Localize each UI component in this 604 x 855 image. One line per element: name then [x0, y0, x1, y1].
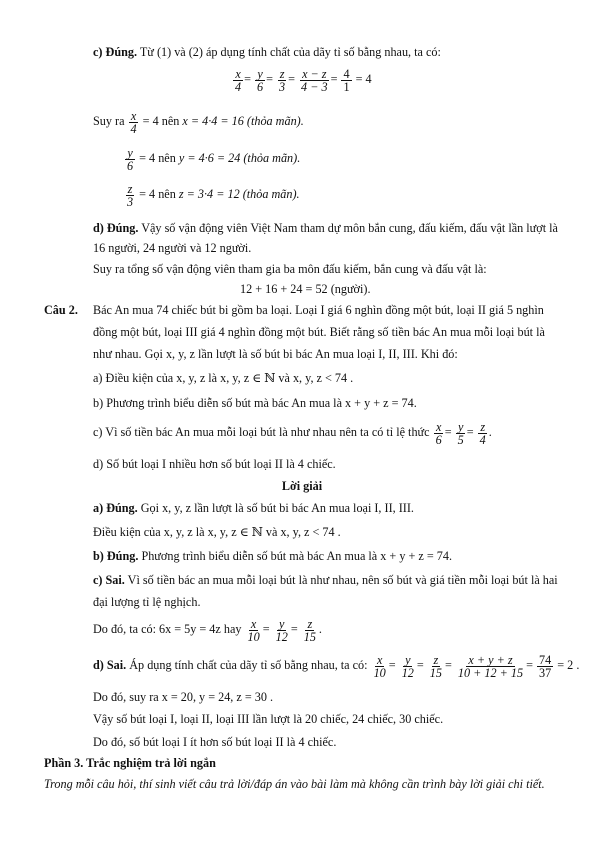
lg-c-text: Vì số tiền bác an mua mỗi loại bút là như nhau, nên số bút và giá tiền mỗi loại bút là hai — [124, 573, 558, 587]
cau2-p1: Bác An mua 74 chiếc bút bi gồm ba loại. Loại I giá 6 nghìn đồng một bút, loại II giá 5 nghìn — [93, 303, 544, 317]
cau2-option-b: b) Phương trình biểu diễn số bút mà bác An mua là x + y + z = 74. — [93, 396, 417, 410]
fraction: $\frac{z}{4}$ — [479, 419, 486, 447]
d-dung-text: Vậy số vận động viên Việt Nam tham dự môn bắn cung, đấu kiếm, đấu vật lần lượt là — [138, 221, 558, 235]
fraction: $\frac{z}{3}$ — [279, 66, 286, 94]
fraction: $\frac{x}{10}$ — [373, 652, 386, 680]
lg-a-line — [93, 500, 414, 516]
fraction: $\frac{y}{12}$ — [275, 616, 288, 644]
fraction: $\frac{x - z}{4 - 3}$ — [301, 66, 328, 94]
ratio-chain-equation: $\frac{x}{4}$ = $\frac{y}{6}$ = $\frac{z}{3}$ = $\frac{x - z}{4 - 3}$ = $\frac{4}{1}$ = 4 — [235, 66, 372, 94]
lg-d-label: d) Sai. — [93, 658, 127, 672]
lg-d-r3: Do đó, số bút loại I ít hơn số bút loại II là 4 chiếc. — [93, 735, 337, 749]
fraction: $\frac{y}{5}$ — [457, 419, 464, 447]
fraction: $\frac{x}{10}$ — [247, 616, 260, 644]
d-dung-text3: Suy ra tổng số vận động viên tham gia ba môn đấu kiếm, bắn cung và đấu vật là: — [93, 262, 487, 276]
lg-d-r2: Vậy số bút loại I, loại II, loại III lần lượt là 20 chiếc, 24 chiếc, 30 chiếc. — [93, 712, 444, 726]
equals-four: = 4 — [139, 187, 156, 201]
c-dung-line — [93, 44, 441, 60]
c-dung-text: Từ (1) và (2) áp dụng tính chất của dãy tỉ số bằng nhau, ta có: — [137, 45, 441, 59]
nen-text: nên — [158, 151, 176, 165]
lg-c-do-text: Do đó, ta có: 6x = 5y = 4z hay — [93, 622, 242, 636]
loi-giai-heading: Lời giải — [281, 479, 323, 493]
result-z: z = 3·4 = 12 (thỏa mãn). — [178, 187, 300, 201]
lg-d-r1: Do đó, suy ra x = 20, y = 24, z = 30 . — [93, 690, 274, 704]
fraction: $\frac{z}{3}$ — [127, 181, 134, 209]
nen-text: nên — [161, 114, 180, 128]
fraction: $\frac{y}{6}$ — [127, 145, 134, 173]
cau2-p3: như nhau. Gọi x, y, z lần lượt là số bút bi bác An mua loại I, II, III. Khi đó: — [93, 347, 458, 361]
fraction: $\frac{74}{37}$ — [539, 652, 552, 680]
lg-b-label: b) Đúng. — [93, 549, 139, 563]
phan3-instructions: Trong mỗi câu hỏi, thí sinh viết câu trả lời/đáp án vào bài làm mà không cần trình bày lời giải chi tiết. — [44, 777, 545, 791]
result-z-line — [124, 181, 300, 208]
fraction: $\frac{x}{6}$ — [435, 419, 442, 447]
fraction: $\frac{y}{6}$ — [257, 66, 264, 94]
lg-c-equation: Do đó, ta có: 6x = 5y = 4z hay $\frac{x}{10}$ = $\frac{y}{12}$ = $\frac{z}{15}$ . — [93, 616, 322, 644]
result-y: y = 4·6 = 24 (thỏa mãn). — [178, 151, 301, 165]
fraction: $\frac{z}{15}$ — [429, 652, 442, 680]
c-dung-label: c) Đúng. — [93, 45, 138, 59]
lg-a-text: Gọi x, y, z lần lượt là số bút bi bác An mua loại I, II, III. — [137, 501, 414, 515]
fraction: $\frac{4}{1}$ — [343, 66, 350, 94]
equation-result: = 4 — [355, 72, 372, 86]
lg-c-label: c) Sai. — [93, 573, 125, 587]
fraction: $\frac{x}{4}$ — [130, 108, 137, 136]
d-dung-label: d) Đúng. — [93, 221, 139, 235]
result-x-line — [93, 108, 304, 135]
suy-ra-text: Suy ra — [93, 114, 125, 128]
fraction: $\frac{x + y + z}{10 + 12 + 15}$ — [457, 652, 524, 680]
equals-four: = 4 — [142, 114, 159, 128]
lg-a-label: a) Đúng. — [93, 501, 138, 515]
result-y-line — [124, 145, 300, 172]
nen-text: nên — [158, 187, 176, 201]
lg-b-line — [93, 548, 452, 564]
lg-a-condition: Điều kiện của x, y, z là x, y, z ∈ ℕ và x, y, z < 74 . — [93, 525, 341, 539]
d-dung-text2: 16 người, 24 người và 12 người. — [93, 241, 252, 255]
option-c-text: c) Vì số tiền bác An mua mỗi loại bút là như nhau nên ta có tỉ lệ thức — [93, 425, 430, 439]
lg-c-line — [93, 572, 558, 588]
result-x: x = 4·4 = 16 (thỏa mãn). — [182, 114, 304, 128]
cau2-label: Câu 2. — [44, 303, 78, 317]
d-dung-line — [93, 220, 558, 236]
cau2-option-a: a) Điều kiện của x, y, z là x, y, z ∈ ℕ và x, y, z < 74 . — [93, 371, 354, 385]
phan3-heading: Phần 3. Trắc nghiệm trả lời ngắn — [44, 756, 216, 770]
lg-c-text2: đại lượng tỉ lệ nghịch. — [93, 595, 201, 609]
lg-b-text: Phương trình biểu diễn số bút mà bác An mua là x + y + z = 74. — [138, 549, 452, 563]
cau2-option-d: d) Số bút loại I nhiều hơn số bút loại II là 4 chiếc. — [93, 457, 336, 471]
lg-d-line: d) Sai. Áp dụng tính chất của dãy tỉ số bằng nhau, ta có: $\frac{x}{10}$ = $\frac{y}{12}$ = $\frac{z}{15}$ = $\frac{x + y + z}{10 + 12 + 15}$ = $\frac{74}{37}$ = 2 . — [93, 652, 580, 680]
lg-d-result: = 2 . — [557, 658, 580, 672]
fraction: $\frac{z}{15}$ — [303, 616, 316, 644]
cau2-p2: đồng một bút, loại III giá 4 nghìn đồng một bút. Biết rằng số tiền bác An mua mỗi loại bút là — [93, 325, 545, 339]
d-dung-sum: 12 + 16 + 24 = 52 (người). — [240, 282, 371, 296]
lg-d-text: Áp dụng tính chất của dãy tỉ số bằng nhau, ta có: — [126, 658, 368, 672]
equals-four: = 4 — [139, 151, 156, 165]
fraction: $\frac{x}{4}$ — [235, 66, 242, 94]
fraction: $\frac{y}{12}$ — [401, 652, 414, 680]
cau2-option-c: c) Vì số tiền bác An mua mỗi loại bút là như nhau nên ta có tỉ lệ thức $\frac{x}{6}$ = $\frac{y}{5}$ = $\frac{z}{4}$ . — [93, 419, 492, 447]
